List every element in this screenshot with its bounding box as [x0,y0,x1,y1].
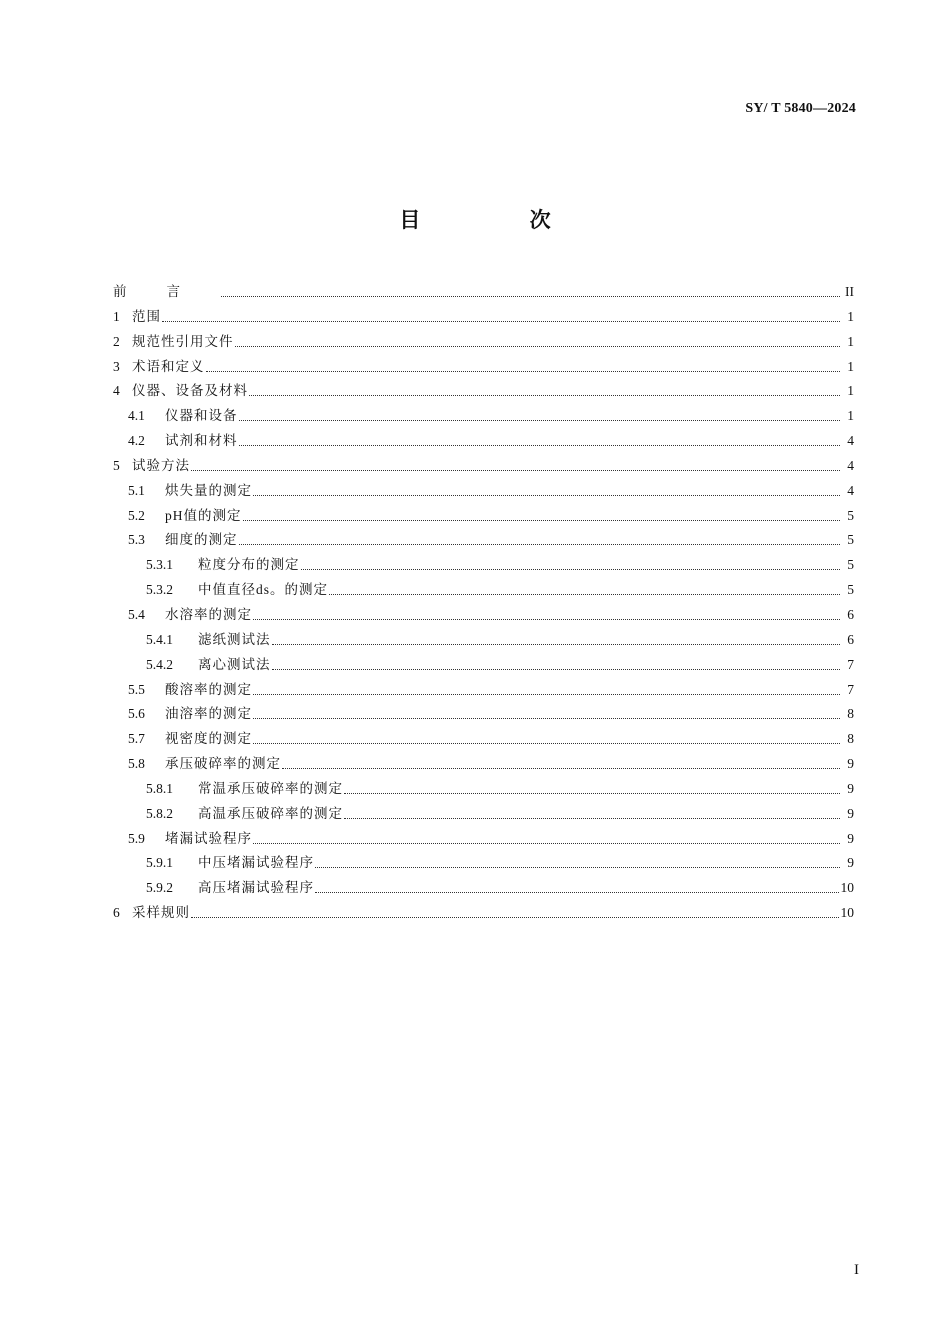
toc-entry-number: 5.4 [128,606,145,622]
toc-entry[interactable] [113,504,858,529]
toc-dot-leader [272,655,841,670]
toc-entry-page: 9 [847,830,854,846]
toc-entry[interactable] [113,628,858,653]
toc-entry-title: 规范性引用文件 [132,333,234,349]
toc-entry-title: 试验方法 [132,457,190,473]
toc-entry-title: 前言 [113,284,220,299]
toc-entry-title: 油溶率的测定 [165,706,252,722]
toc-entry-page: 7 [847,656,854,672]
page-number: I [854,1262,859,1278]
toc-dot-leader [239,406,841,421]
toc-entry[interactable] [113,553,858,578]
toc-dot-leader [253,605,840,620]
toc-dot-leader [191,456,840,471]
toc-entry[interactable] [113,802,858,827]
toc-entry-page: 5 [847,557,854,573]
toc-entry-number: 4 [113,383,120,399]
toc-entry-page: 4 [847,433,854,449]
toc-entry-page: 7 [847,681,854,697]
toc-entry[interactable] [113,678,858,703]
toc-dot-leader [239,530,841,545]
toc-entry-number: 5.4.2 [146,656,173,672]
toc-dot-leader [253,481,840,496]
toc-entry[interactable] [113,528,858,553]
toc-entry-page: 5 [847,532,854,548]
toc-entry[interactable] [113,355,858,380]
toc-dot-leader [221,282,840,297]
toc-entry-number: 4.2 [128,433,145,449]
toc-entry-page: 4 [847,482,854,498]
toc-entry[interactable] [113,851,858,876]
toc-entry-title: 中压堵漏试验程序 [198,855,314,871]
toc-entry-title: 试剂和材料 [165,433,238,449]
toc-entry-number: 5.5 [128,681,145,697]
toc-entry-title: 粒度分布的测定 [198,557,300,573]
toc-entry-number: 5.9 [128,830,145,846]
toc-entry[interactable] [113,280,858,305]
toc-entry-title: 酸溶率的测定 [165,681,252,697]
toc-entry-title: 烘失量的测定 [165,482,252,498]
toc-entry-title: 离心测试法 [198,656,271,672]
toc-entry[interactable] [113,727,858,752]
toc-entry-number: 5.1 [128,482,145,498]
toc-entry-number: 5.3 [128,532,145,548]
toc-entry-number: 5.9.1 [146,855,173,871]
toc-entry-title: 仪器、设备及材料 [132,383,248,399]
toc-entry-title: 堵漏试验程序 [165,830,252,846]
toc-dot-leader [329,580,840,595]
toc-entry-title: 常温承压破碎率的测定 [198,780,343,796]
page-title: 目 次 [399,208,603,232]
toc-entry-page: 1 [847,408,854,424]
toc-entry[interactable] [113,777,858,802]
toc-entry-page: 8 [847,706,854,722]
toc-entry-page: 5 [847,507,854,523]
toc-entry-page: 6 [847,631,854,647]
toc-entry[interactable] [113,876,858,901]
toc-dot-leader [315,853,840,868]
toc-entry-title: 采样规则 [132,905,190,921]
toc-entry-page: 4 [847,457,854,473]
toc-entry[interactable] [113,578,858,603]
toc-entry-title: 承压破碎率的测定 [165,756,281,772]
toc-entry[interactable] [113,702,858,727]
toc-dot-leader [315,878,839,893]
toc-entry[interactable] [113,330,858,355]
toc-entry-number: 5.9.2 [146,880,173,896]
toc-entry-number: 5.2 [128,507,145,523]
toc-entry[interactable] [113,653,858,678]
toc-entry[interactable] [113,454,858,479]
toc-entry-page: 1 [847,358,854,374]
toc-entry-title: 水溶率的测定 [165,606,252,622]
toc-entry-number: 5.7 [128,731,145,747]
toc-entry-number: 5.8.2 [146,805,173,821]
toc-entry-title: 范围 [132,308,161,324]
toc-entry-page: 1 [847,383,854,399]
toc-entry-title: 细度的测定 [165,532,238,548]
toc-entry-title: 中值直径ds。的测定 [198,582,329,598]
toc-entry[interactable] [113,901,858,926]
toc-dot-leader [235,332,841,347]
toc-dot-leader [282,754,840,769]
standard-code: SY/ T 5840—2024 [745,101,856,116]
table-of-contents [113,280,858,926]
toc-entry-number: 4.1 [128,408,145,424]
toc-dot-leader [243,506,841,521]
toc-dot-leader [191,903,839,918]
toc-entry-page: 9 [847,756,854,772]
toc-dot-leader [253,680,840,695]
toc-dot-leader [253,729,840,744]
toc-entry-number: 1 [113,308,120,324]
toc-entry-title: 高压堵漏试验程序 [198,880,314,896]
toc-entry-number: 2 [113,333,120,349]
toc-entry-number: 5.8 [128,756,145,772]
toc-entry-page: 9 [847,780,854,796]
toc-dot-leader [253,829,840,844]
toc-entry-number: 5.6 [128,706,145,722]
toc-dot-leader [206,357,841,372]
toc-dot-leader [239,431,841,446]
toc-entry-page: 10 [840,880,854,896]
toc-entry-title: 仪器和设备 [165,408,238,424]
toc-entry-title: 高温承压破碎率的测定 [198,805,343,821]
toc-entry-title: 术语和定义 [132,358,205,374]
toc-entry[interactable] [113,479,858,504]
toc-entry-number: 5.3.1 [146,557,173,573]
toc-entry[interactable] [113,603,858,628]
toc-entry-title: pH值的测定 [165,507,242,523]
toc-dot-leader [249,381,840,396]
toc-entry[interactable] [113,379,858,404]
toc-entry[interactable] [113,752,858,777]
toc-dot-leader [301,555,841,570]
toc-entry-title: 滤纸测试法 [198,631,271,647]
toc-entry-page: 5 [847,582,854,598]
toc-dot-leader [344,804,840,819]
toc-entry-page: II [845,284,854,299]
toc-entry-page: 1 [847,308,854,324]
toc-entry[interactable] [113,827,858,852]
toc-dot-leader [272,630,841,645]
toc-entry-page: 1 [847,333,854,349]
toc-entry-number: 5 [113,457,120,473]
toc-entry-page: 9 [847,805,854,821]
toc-entry-number: 3 [113,358,120,374]
toc-entry-page: 10 [840,905,854,921]
toc-dot-leader [344,779,840,794]
toc-entry-page: 6 [847,606,854,622]
toc-entry-number: 5.3.2 [146,582,173,598]
toc-dot-leader [253,704,840,719]
toc-entry-page: 9 [847,855,854,871]
toc-entry[interactable] [113,404,858,429]
toc-entry[interactable] [113,429,858,454]
toc-entry-title: 视密度的测定 [165,731,252,747]
toc-entry[interactable] [113,305,858,330]
toc-entry-page: 8 [847,731,854,747]
toc-entry-number: 5.8.1 [146,780,173,796]
toc-entry-number: 6 [113,905,120,921]
toc-dot-leader [162,307,840,322]
toc-entry-number: 5.4.1 [146,631,173,647]
